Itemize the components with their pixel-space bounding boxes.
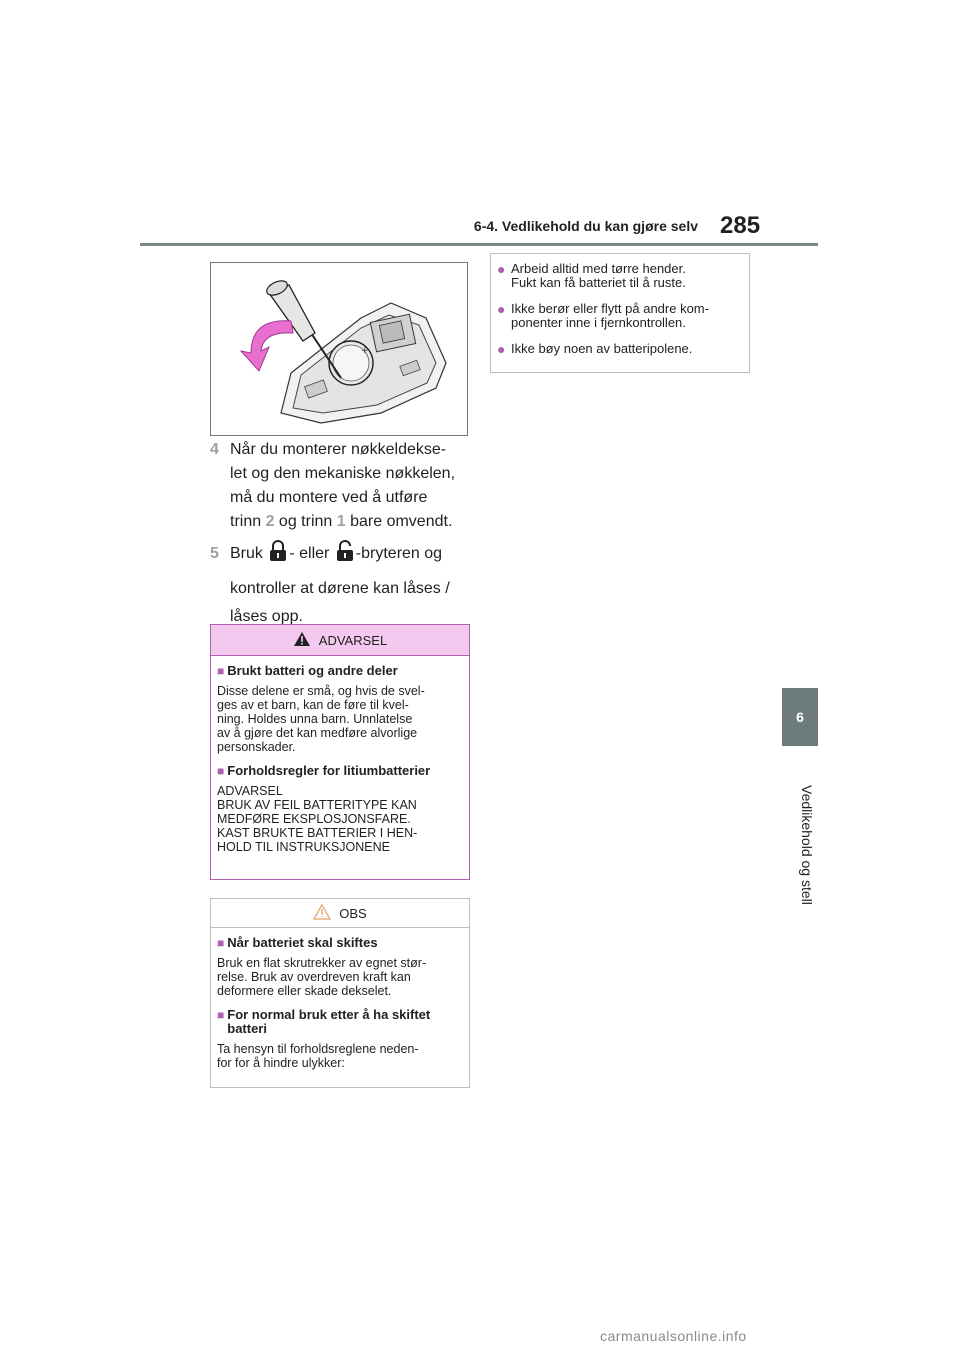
step-reference: 2	[265, 513, 275, 530]
warning-section-heading: ■ Brukt batteri og andre deler	[217, 663, 398, 678]
step-text-fragment: - eller	[289, 545, 334, 562]
lock-icon	[269, 540, 287, 571]
warning-box	[210, 624, 470, 880]
warning-section-heading: ■ Forholdsregler for litiumbatterier	[217, 763, 431, 778]
warning-triangle-icon	[293, 631, 311, 650]
section-title: 6-4. Vedlikehold du kan gjøre selv	[473, 218, 698, 234]
step-4	[210, 438, 472, 534]
bullet-icon: ●	[497, 261, 506, 277]
square-bullet-icon: ■	[217, 1008, 225, 1022]
unlock-icon	[336, 540, 354, 571]
warning-section-text: ADVARSEL BRUK AV FEIL BATTERITYPE KAN MEDFØRE EKSPLOSJONSFARE. KAST BRUKTE BATTERIER I HEN- HOLD TIL INSTRUKSJONENE	[217, 784, 418, 854]
page-number: 285	[720, 212, 761, 239]
step-text-fragment: bare omvendt.	[345, 513, 453, 530]
square-bullet-icon: ■	[217, 936, 225, 950]
square-bullet-icon: ■	[217, 764, 225, 778]
step-text-line: låses opp.	[230, 608, 303, 625]
list-item: ● Ikke bøy noen av batteripolene.	[497, 341, 693, 357]
key-battery-illustration	[211, 263, 467, 435]
list-item: ● Ikke berør eller flytt på andre kom- ponenter inne i fjernkontrollen.	[497, 301, 709, 330]
notice-section-heading: ■ Når batteriet skal skiftes	[217, 935, 378, 950]
square-bullet-icon: ■	[217, 664, 225, 678]
notice-section-text: Ta hensyn til forholdsreglene neden- for for å hindre ulykker:	[217, 1042, 419, 1070]
step-number: 4	[210, 441, 219, 458]
notice-title: OBS	[339, 905, 367, 921]
chapter-label: Vedlikehold og stell	[799, 785, 815, 905]
bullet-icon: ●	[497, 301, 506, 317]
step-text-fragment: og trinn	[274, 513, 337, 530]
key-battery-figure	[210, 262, 468, 436]
notice-box	[210, 898, 470, 1088]
chapter-tab	[782, 688, 818, 746]
warning-section-text: Disse delene er små, og hvis de svel- ges av et barn, kan de føre til kvel- ning. Holdes unna barn. Unnlatelse av å gjøre det kan medføre alvorlige personskader.	[217, 684, 425, 754]
bullet-icon: ●	[497, 341, 506, 357]
caution-triangle-icon	[313, 904, 331, 923]
step-number: 5	[210, 545, 219, 562]
notice-section-heading: ■ For normal bruk etter å ha skiftet batteri	[217, 1007, 431, 1036]
step-5	[210, 540, 472, 629]
step-text-fragment: -bryteren og	[355, 545, 443, 562]
watermark: carmanualsonline.info	[600, 1328, 747, 1344]
notice-section-text: Bruk en flat skrutrekker av egnet stør- relse. Bruk av overdreven kraft kan deformere eller skade dekselet.	[217, 956, 427, 998]
step-text-line: må du montere ved å utføre	[230, 489, 428, 506]
chapter-number: 6	[796, 709, 804, 725]
warning-header	[211, 625, 469, 656]
header-divider	[140, 243, 818, 246]
step-text-fragment: Bruk	[230, 545, 268, 562]
step-text-line	[210, 510, 472, 534]
list-item: ● Arbeid alltid med tørre hender. Fukt kan få batteriet til å ruste.	[497, 261, 686, 290]
warning-title: ADVARSEL	[318, 632, 388, 648]
step-text-line: kontroller at dørene kan låses /	[230, 580, 450, 597]
svg-text:+: +	[361, 346, 369, 356]
step-text-line: Når du monterer nøkkeldekse-	[230, 441, 447, 458]
step-reference: 1	[336, 513, 346, 530]
step-text-fragment: trinn	[230, 513, 266, 530]
precaution-list	[490, 253, 750, 373]
notice-header	[211, 899, 469, 928]
step-text-line: let og den mekaniske nøkkelen,	[230, 465, 456, 482]
